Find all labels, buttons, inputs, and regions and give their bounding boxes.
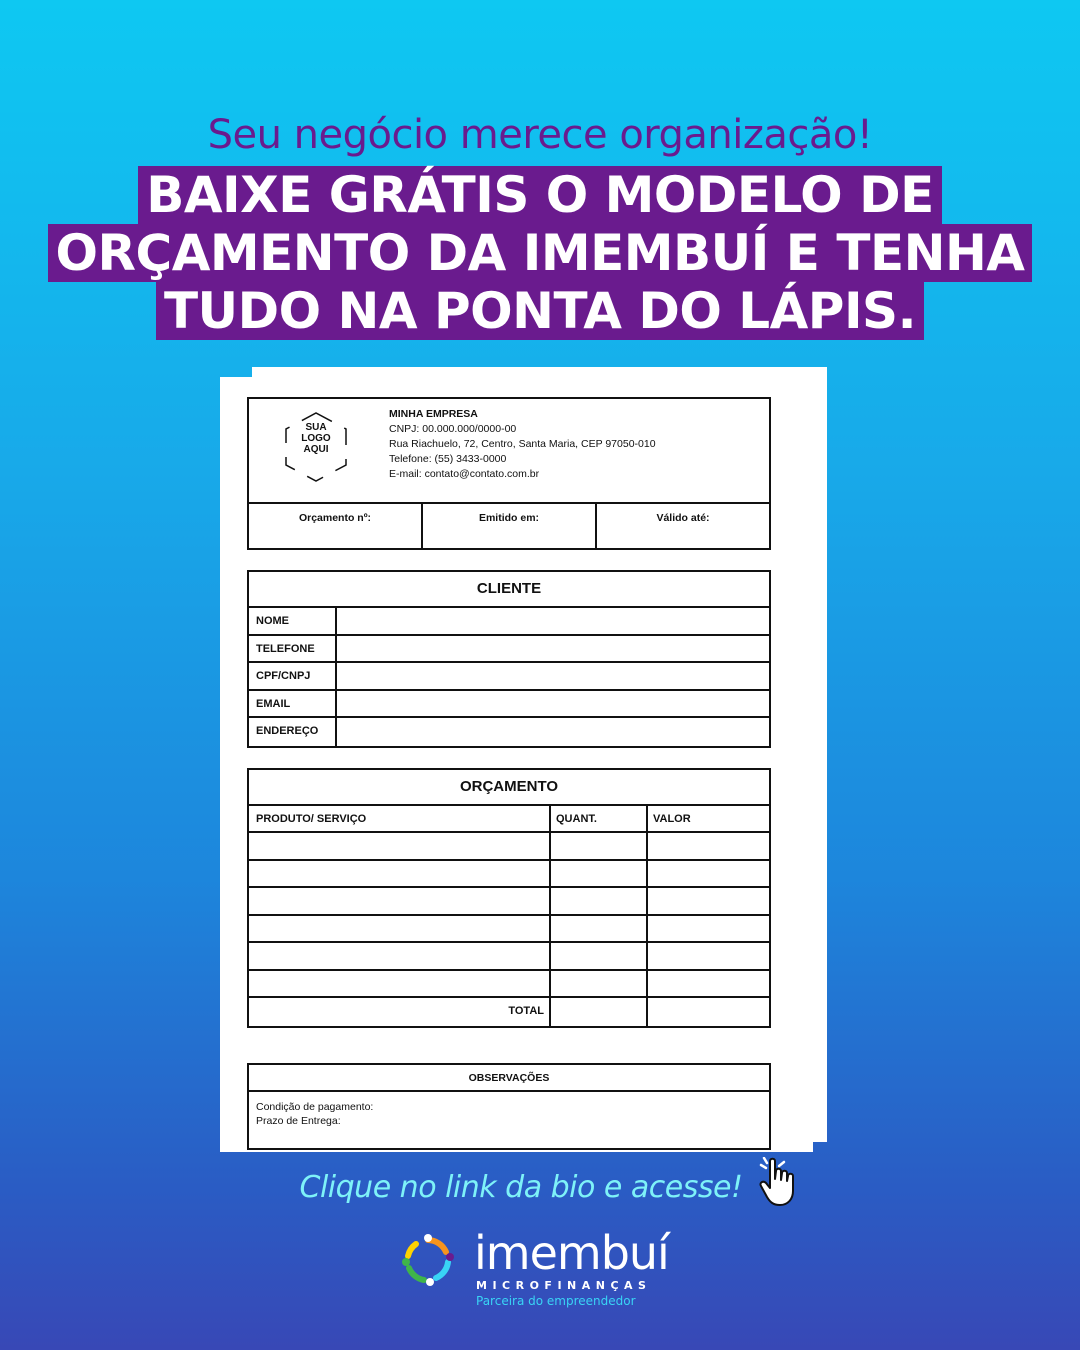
company-cnpj: CNPJ: 00.000.000/0000-00 bbox=[389, 423, 517, 435]
brand-name: imembuí bbox=[474, 1226, 669, 1280]
client-row: ENDEREÇO bbox=[249, 718, 769, 746]
col-product: PRODUTO/ SERVIÇO bbox=[249, 806, 551, 832]
brand-subtitle: MICROFINANÇAS bbox=[476, 1279, 652, 1292]
client-row: NOME bbox=[249, 608, 769, 636]
budget-row bbox=[249, 916, 769, 944]
notes-section bbox=[247, 1063, 771, 1150]
budget-row bbox=[249, 888, 769, 916]
budget-template bbox=[247, 397, 771, 1150]
valid-until-label: Válido até: bbox=[595, 504, 769, 548]
hand-pointer-icon bbox=[758, 1157, 802, 1209]
notes-body bbox=[249, 1092, 769, 1148]
brand-tagline: Parceira do empreendedor bbox=[476, 1294, 636, 1308]
company-header bbox=[247, 397, 771, 502]
notes-title: OBSERVAÇÕES bbox=[249, 1065, 769, 1092]
budget-row bbox=[249, 943, 769, 971]
headline bbox=[0, 166, 1080, 340]
budget-section bbox=[247, 768, 771, 1028]
budget-meta bbox=[247, 502, 771, 550]
total-label: TOTAL bbox=[249, 998, 551, 1026]
imembui-logo-icon bbox=[400, 1232, 456, 1288]
col-value: VALOR bbox=[653, 812, 691, 825]
headline-line-2: ORÇAMENTO DA IMEMBUÍ E TENHA bbox=[48, 224, 1033, 282]
budget-number-label: Orçamento nº: bbox=[298, 512, 372, 524]
company-phone: Telefone: (55) 3433-0000 bbox=[389, 453, 507, 465]
logo-placeholder-text: SUA LOGO AQUI bbox=[301, 422, 331, 455]
delivery-time-label: Prazo de Entrega: bbox=[256, 1114, 341, 1127]
client-section bbox=[247, 570, 771, 748]
headline-line-1: BAIXE GRÁTIS O MODELO DE bbox=[138, 166, 942, 224]
budget-title: ORÇAMENTO bbox=[249, 770, 769, 806]
company-name: MINHA EMPRESA bbox=[389, 408, 478, 420]
budget-total-row bbox=[249, 998, 769, 1026]
headline-line-3: TUDO NA PONTA DO LÁPIS. bbox=[156, 282, 924, 340]
col-qty: QUANT. bbox=[551, 806, 648, 832]
budget-row bbox=[249, 971, 769, 999]
client-row: TELEFONE bbox=[249, 636, 769, 664]
budget-row bbox=[249, 861, 769, 889]
client-title: CLIENTE bbox=[249, 572, 769, 608]
budget-row bbox=[249, 833, 769, 861]
company-address: Rua Riachuelo, 72, Centro, Santa Maria, CEP 97050-010 bbox=[389, 438, 656, 450]
budget-header-row bbox=[249, 806, 769, 834]
company-info bbox=[389, 407, 656, 482]
payment-condition-label: Condição de pagamento: bbox=[256, 1100, 374, 1113]
cta-text[interactable]: Clique no link da bio e acesse! bbox=[299, 1170, 743, 1205]
tagline: Seu negócio merece organização! bbox=[207, 112, 873, 158]
issued-date-label: Emitido em: bbox=[421, 504, 595, 548]
company-email: E-mail: contato@contato.com.br bbox=[389, 468, 540, 480]
client-row: EMAIL bbox=[249, 691, 769, 719]
client-row: CPF/CNPJ bbox=[249, 663, 769, 691]
